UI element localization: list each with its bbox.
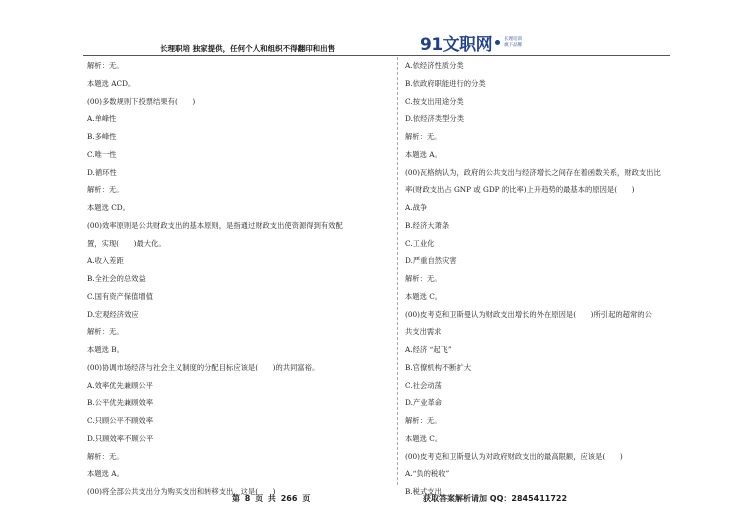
text-line: (00)皮考克和卫斯曼认为对政府财政支出的最高限额，应该是( ) xyxy=(405,451,623,461)
text-line: (00)效率原则是公共财政支出的基本原则，是指通过财政支出使资源得到有效配 xyxy=(87,220,343,230)
page-number: 第 8 页 共 266 页 xyxy=(232,494,311,503)
logo-tag-line-2: 旗下品牌 xyxy=(504,42,523,48)
text-line: A.单峰性 xyxy=(87,114,117,124)
logo-dot-icon xyxy=(495,40,500,45)
text-line: (00)多数规则下投票结果有( ) xyxy=(87,96,196,106)
text-line: (00)将全部公共支出分为购买支出和转移支出，这是( ) xyxy=(87,487,276,496)
text-line: (00)瓦格纳认为，政府的公共支出与经济增长之间存在着函数关系，财政支出比 xyxy=(405,167,661,177)
text-line: A.效率优先兼顾公平 xyxy=(87,380,153,390)
text-line: A.战争 xyxy=(405,203,428,212)
logo-tagline xyxy=(504,37,522,49)
text-line: (00)皮考克和卫斯曼认为财政支出增长的外在原因是( )所引起的超常的公 xyxy=(405,309,652,319)
text-line: 解析：无。 xyxy=(405,274,442,283)
text-line: B.官僚机构不断扩大 xyxy=(405,362,472,372)
text-line: D.只顾效率不顾公平 xyxy=(87,433,154,443)
text-line: D.循环性 xyxy=(87,167,117,177)
text-line: 解析：无。 xyxy=(405,416,442,425)
text-line: (00)协调市场经济与社会主义制度的分配目标应该是( )的共同富裕。 xyxy=(87,362,320,372)
logo-text: 91文职网 xyxy=(420,35,493,55)
text-line: 解析：无。 xyxy=(87,61,124,70)
header-notice: 长理职培 独家提供，任何个人和组织不得翻印和出售 xyxy=(160,44,336,53)
footer-contact: 获取答案解析请加 QQ：2845411722 xyxy=(423,494,568,503)
text-line: A.依经济性质分类 xyxy=(405,61,464,70)
text-line: 解析：无。 xyxy=(405,132,442,141)
brand-logo xyxy=(420,30,522,55)
text-line: B.经济大萧条 xyxy=(405,220,450,230)
text-line: 置，实现( )最大化。 xyxy=(87,238,166,248)
text-line: 解析：无。 xyxy=(87,327,124,337)
text-line: C.社会动荡 xyxy=(405,380,442,390)
text-line: D.依经济类型分类 xyxy=(405,114,464,124)
text-line: 率(财政支出占 GNP 或 GDP 的比率)上升趋势的最基本的原因是( ) xyxy=(405,185,635,195)
text-line: D.产业革命 xyxy=(405,398,443,408)
text-line: 本题选 A。 xyxy=(405,149,442,159)
text-line: D.宏观经济效应 xyxy=(87,309,139,319)
left-column xyxy=(87,57,387,501)
text-line: B.多峰性 xyxy=(87,132,117,141)
text-line: B.依政府职能进行的分类 xyxy=(405,78,486,88)
text-line: 本题选 CD。 xyxy=(87,203,130,212)
text-line: 本题选 C。 xyxy=(405,433,443,443)
text-line: 共支出需求 xyxy=(405,327,442,337)
text-line: 解析：无。 xyxy=(87,451,124,461)
text-line: D.严重自然灾害 xyxy=(405,256,457,266)
text-line: 本题选 C。 xyxy=(405,291,443,301)
text-line: C.只顾公平不顾效率 xyxy=(87,416,154,425)
text-line: C.按支出用途分类 xyxy=(405,96,464,106)
text-line: A.收入差距 xyxy=(87,256,124,266)
text-line: A.经济 “起飞” xyxy=(405,345,452,354)
logo-tag-line-1: 长理培训 xyxy=(504,36,523,42)
text-line: B.公平优先兼顾效率 xyxy=(87,398,154,408)
text-line: C.工业化 xyxy=(405,238,435,248)
text-line: 本题选 A。 xyxy=(87,469,124,479)
text-line: 本题选 ACD。 xyxy=(87,78,136,88)
text-line: B.全社会的总效益 xyxy=(87,274,146,283)
text-line: B.税式支出 xyxy=(405,487,442,496)
text-line: C.唯一性 xyxy=(87,149,117,159)
text-line: A.“负的税收” xyxy=(405,469,450,479)
column-divider xyxy=(397,57,398,485)
text-line: 本题选 B。 xyxy=(87,345,124,354)
right-column xyxy=(405,57,667,501)
text-line: C.国有资产保值增值 xyxy=(87,291,154,301)
text-line: 解析：无。 xyxy=(87,185,124,195)
header-divider xyxy=(83,55,670,56)
